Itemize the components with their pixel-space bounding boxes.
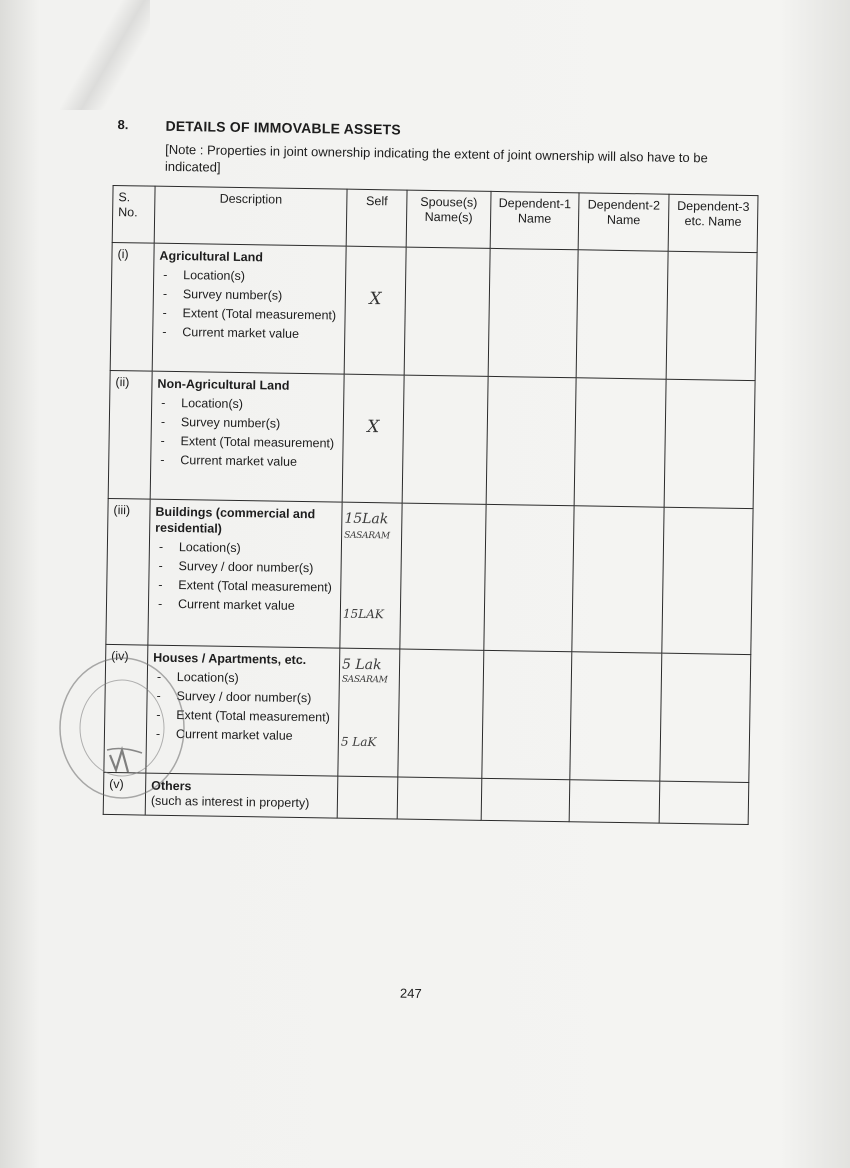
header-dependent-2: Dependent-2 Name	[578, 193, 669, 251]
cell-spouse	[402, 375, 488, 504]
header-spouse: Spouse(s) Name(s)	[406, 190, 491, 248]
list-item: - Location(s)	[153, 669, 334, 688]
cell-dependent-1	[484, 504, 574, 651]
row-category: Others	[151, 778, 192, 794]
row-sno: (i)	[110, 242, 154, 371]
row-sno: (ii)	[108, 370, 152, 499]
list-item: - Survey number(s)	[157, 414, 338, 433]
cell-dependent-1	[482, 650, 572, 779]
list-item: - Location(s)	[159, 267, 340, 286]
header-dependent-1: Dependent-1 Name	[490, 191, 579, 249]
page-number: 247	[399, 985, 422, 1001]
header-self: Self	[346, 189, 407, 247]
cell-dependent-3	[660, 653, 751, 782]
cell-spouse	[398, 649, 484, 778]
list-item: - Extent (Total measurement)	[158, 305, 339, 324]
row-sno: (v)	[103, 772, 146, 815]
cell-dependent-3	[662, 507, 753, 654]
cell-dependent-3	[664, 379, 755, 508]
list-item: - Extent (Total measurement)	[154, 577, 335, 596]
section-title: DETAILS OF IMMOVABLE ASSETS	[165, 117, 402, 138]
row-subtitle: (such as interest in property)	[150, 793, 310, 811]
list-item: - Location(s)	[155, 539, 336, 558]
cell-spouse	[397, 777, 482, 820]
row-item-list	[158, 267, 340, 343]
notary-seal-stamp	[52, 650, 192, 820]
self-house-value: 5 Lak	[341, 656, 382, 674]
row-category: Non-Agricultural Land	[157, 376, 290, 393]
row-description	[148, 499, 342, 648]
cell-spouse	[404, 247, 490, 376]
row-description	[150, 371, 344, 502]
table-row	[104, 644, 751, 782]
table-row	[106, 498, 753, 654]
table-row	[108, 370, 755, 508]
cell-dependent-1	[486, 376, 576, 505]
row-item-list	[154, 539, 336, 615]
row-description	[152, 243, 346, 374]
list-item: - Current market value	[154, 596, 335, 615]
cell-dependent-3	[659, 781, 749, 824]
row-category: Agricultural Land	[159, 248, 264, 265]
section-number: 8.	[117, 117, 129, 133]
row-sno: (iii)	[106, 498, 150, 645]
header-dependent-3: Dependent-3 etc. Name	[668, 194, 758, 252]
row-category: Buildings (commercial and residential)	[155, 504, 316, 536]
cell-dependent-2	[572, 506, 664, 653]
list-item: - Extent (Total measurement)	[156, 433, 337, 452]
self-building-value: 15Lak	[344, 510, 389, 528]
list-item: - Location(s)	[157, 395, 338, 414]
row-category: Houses / Apartments, etc.	[153, 650, 307, 668]
cell-spouse	[400, 503, 486, 650]
cell-dependent-2	[574, 378, 666, 507]
list-item: - Survey number(s)	[159, 286, 340, 305]
cell-self	[340, 502, 402, 649]
table-row	[110, 242, 757, 380]
header-sno: S. No.	[112, 185, 155, 243]
self-house-market-value: 5 LaK	[340, 734, 377, 750]
self-building-location: SASARAM	[344, 530, 390, 542]
list-item: - Current market value	[152, 726, 333, 745]
cell-self	[337, 776, 398, 819]
section-note: [Note : Properties in joint ownership indicating the extent of joint ownership will also have to be indicated]	[164, 141, 708, 175]
cell-dependent-3	[666, 251, 757, 380]
table-row	[103, 772, 749, 824]
cell-dependent-2	[570, 652, 662, 781]
self-cross-mark: X	[369, 289, 382, 310]
self-building-market-value: 15LAK	[342, 606, 384, 622]
row-item-list	[156, 395, 338, 471]
header-description: Description	[154, 186, 347, 246]
self-cross-mark: X	[367, 417, 380, 438]
row-sno: (iv)	[104, 644, 148, 773]
table-header-row	[112, 185, 758, 252]
cell-dependent-1	[481, 778, 570, 821]
cell-self	[342, 374, 404, 503]
list-item: - Current market value	[156, 452, 337, 471]
list-item: - Extent (Total measurement)	[152, 707, 333, 726]
list-item: - Current market value	[158, 324, 339, 343]
cell-dependent-2	[576, 250, 668, 379]
list-item: - Survey / door number(s)	[154, 558, 335, 577]
list-item: - Survey / door number(s)	[152, 688, 333, 707]
cell-dependent-2	[569, 780, 660, 823]
cell-self	[338, 648, 400, 777]
self-house-location: SASARAM	[341, 674, 388, 686]
cell-self	[344, 246, 406, 375]
immovable-assets-table	[103, 185, 759, 825]
cell-dependent-1	[488, 248, 578, 377]
